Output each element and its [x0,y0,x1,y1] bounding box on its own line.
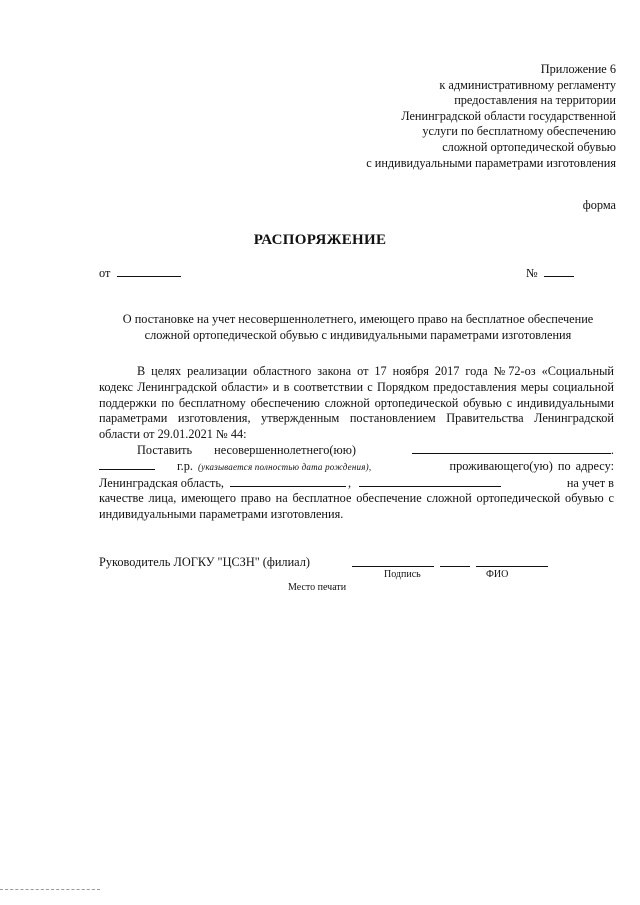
number-prefix: № [526,266,538,280]
document-title: РАСПОРЯЖЕНИЕ [253,232,387,248]
address-blank-2[interactable] [359,486,501,487]
date-field [99,266,181,281]
minor-name-blank[interactable] [412,453,611,454]
rest-paragraph: качестве лица, имеющего право на бесплатное обеспечение сложной ортопедической обувью с индивидуальными параметрами изготовления. [99,491,614,522]
signature-blank[interactable] [352,566,434,567]
stamp-caption: Место печати [288,582,347,593]
year-suffix: г.р. [177,458,193,473]
form-label: форма [582,198,616,212]
signature-blank-short [440,566,470,567]
region-text: Ленинградская область, [99,475,225,490]
appendix-line: Приложение 6 [540,62,616,76]
sign-caption: Подпись [384,569,421,580]
date-prefix: от [99,266,111,280]
birth-line [99,459,614,476]
subject [98,312,618,343]
appendix-line: к административному регламенту [439,77,616,92]
name-blank[interactable] [476,566,548,567]
date-blank[interactable] [117,276,181,277]
birth-hint: (указывается полностью дата рождения), [197,461,372,472]
appendix-line: сложной ортопедической обувью [442,139,616,154]
signatory-position: Руководитель ЛОГКУ "ЦСЗН" (филиал) [99,555,310,569]
address-line: Ленинградская область, , на учет в [99,475,614,490]
minor-word: несовершеннолетнего(юю) [214,442,356,457]
on-record-text: на учет в [566,475,614,490]
appendix-line: Ленинградской области государственной [401,108,616,123]
appendix-line: услуги по бесплатному обеспечению [422,124,616,139]
name-caption: ФИО [486,569,509,580]
appendix-header [366,62,616,171]
preamble-paragraph: В целях реализации областного закона от 17 ноября 2017 года №72-оз «Социальный кодекс Ленинградской области» и в соответствии с Порядком предоставления меры социальной поддержки по бесплатному обеспечению сложной ортопедической обувью с индивидуальными параметрами изготовления, утвержденным постановлением Правительства Ленинградской области от 29.01.2021 № 44: [99,364,614,442]
number-blank[interactable] [544,276,574,277]
number-field [526,266,574,281]
birth-date-blank[interactable] [99,469,155,470]
place-word: Поставить [137,442,193,457]
address-blank-1[interactable] [230,486,346,487]
scan-artifact [0,889,100,890]
body-text [99,364,614,523]
subject-line-2: сложной ортопедической обувью с индивидуальными параметрами изготовления [144,327,572,342]
appendix-line: предоставления на территории [454,93,616,108]
appendix-line: с индивидуальными параметрами изготовления [366,155,616,170]
place-line: Поставить несовершеннолетнего(юю) . [137,442,614,457]
subject-line-1: О постановке на учет несовершеннолетнего, имеющего право на бесплатное обеспечение [122,312,594,326]
residing-text: проживающего(ую) по адресу: [449,458,614,473]
